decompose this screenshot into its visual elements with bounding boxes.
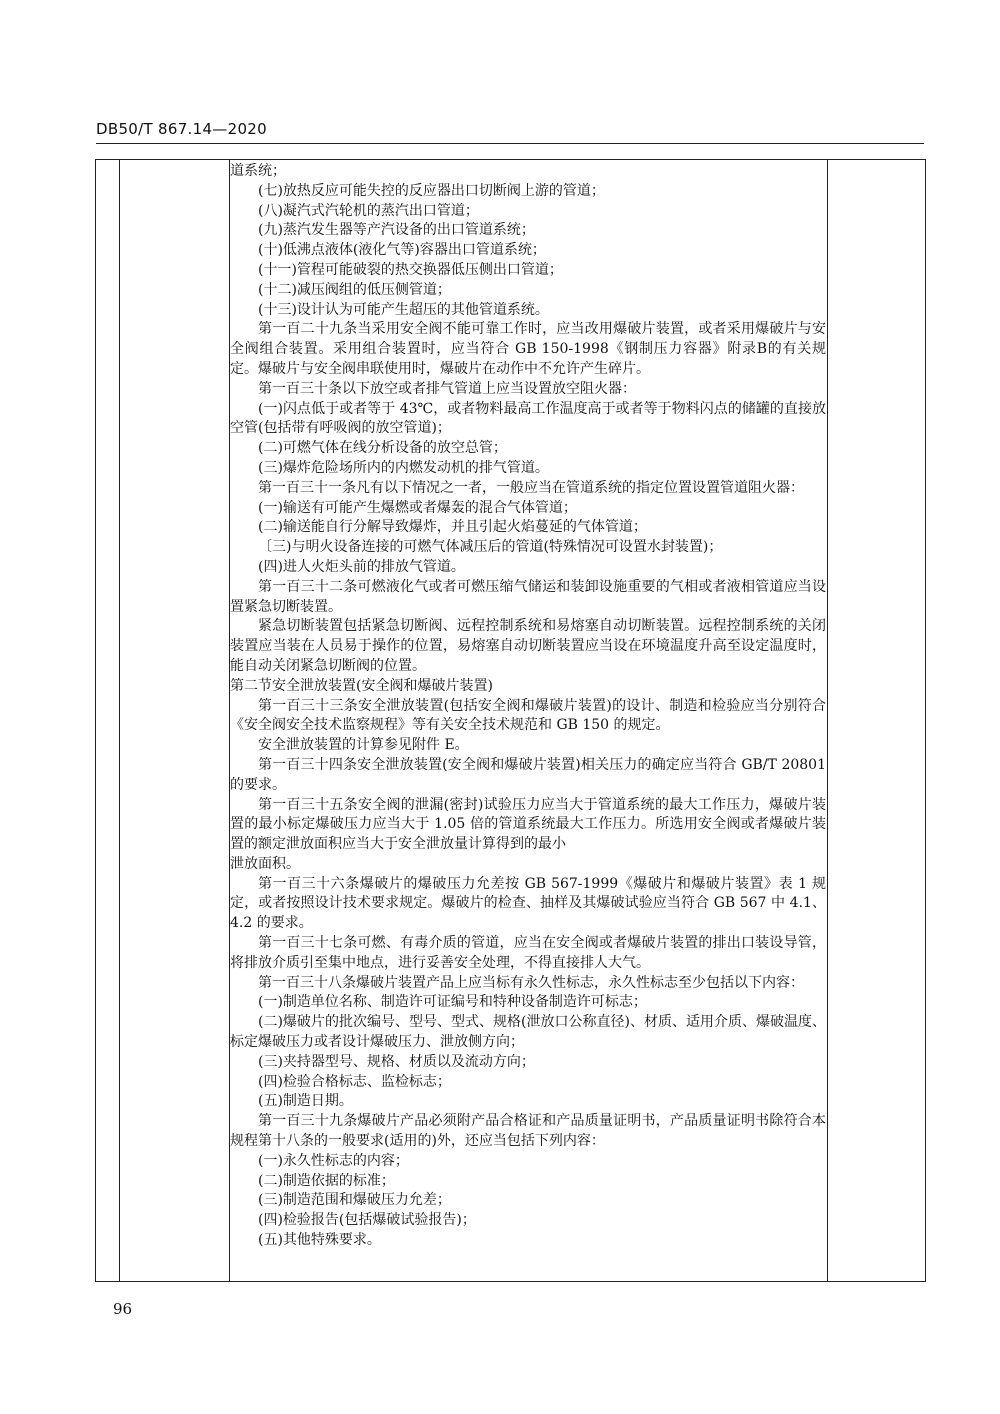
header-rule: [96, 143, 924, 144]
text-paragraph: (一)制造单位名称、制造许可证编号和特种设备制造许可标志；: [258, 994, 647, 1011]
text-paragraph: 泄放面积。: [230, 855, 300, 872]
page-number: 96: [113, 1300, 133, 1318]
text-paragraph: 第一百三十八条爆破片装置产品上应当标有永久性标志，永久性标志至少包括以下内容：: [258, 974, 804, 991]
document-code-header: DB50/T 867.14—2020: [96, 120, 267, 138]
text-paragraph: (七)放热反应可能失控的反应器出口切断阀上游的管道；: [258, 182, 605, 199]
text-paragraph: 〔三)与明火设备连接的可燃气体减压后的管道(特殊情况可设置水封装置)；: [258, 539, 723, 556]
text-paragraph: 道系统；: [230, 163, 286, 179]
text-paragraph: (十一)管程可能破裂的热交换器低压侧出口管道；: [258, 261, 563, 278]
text-paragraph: 第一百二十九条当采用安全阀不能可靠工作时，应当改用爆破片装置，或者采用爆破片与安全阀组合装置。采用组合装置时，应当符合 GB 150-1998《钢制压力容器》附录B的有关规定。爆破片与安全阀串联使用时，爆破片在动作中不允许产生碎片。: [230, 321, 826, 377]
text-paragraph: (三)爆炸危险场所内的内燃发动机的排气管道。: [258, 459, 549, 476]
text-paragraph: (一)输送有可能产生爆燃或者爆轰的混合气体管道；: [258, 499, 577, 516]
regulation-table: [95, 159, 926, 1282]
text-paragraph: (二)爆破片的批次编号、型号、型式、规格(泄放口公称直径)、材质、适用介质、爆破温度、标定爆破压力或者设计爆破压力、泄放侧方向；: [230, 1014, 826, 1051]
column-divider: [119, 160, 120, 1281]
text-paragraph: (四)进人火炬头前的排放气管道。: [258, 558, 465, 575]
regulation-text-cell: [230, 162, 826, 1251]
text-paragraph: (五)其他特殊要求。: [258, 1232, 381, 1249]
text-paragraph: 第一百三十条以下放空或者排气管道上应当设置放空阻火器：: [258, 380, 636, 397]
text-paragraph: (一)永久性标志的内容；: [258, 1152, 409, 1169]
text-paragraph: (四)检验报告(包括爆破试验报告)；: [258, 1212, 476, 1229]
text-paragraph: (三)制造范围和爆破压力允差；: [258, 1192, 451, 1209]
text-paragraph: 第一百三十二条可燃液化气或者可燃压缩气储运和装卸设施重要的气相或者液相管道应当设置紧急切断装置。: [230, 578, 826, 615]
text-paragraph: 第一百三十九条爆破片产品必须附产品合格证和产品质量证明书，产品质量证明书除符合本规程第十八条的一般要求(适用的)外，还应当包括下列内容：: [230, 1113, 826, 1150]
text-paragraph: (八)凝汽式汽轮机的蒸汽出口管道；: [258, 202, 479, 219]
text-paragraph: (二)输送能自行分解导致爆炸，并且引起火焰蔓延的气体管道；: [258, 519, 647, 536]
text-paragraph: 第一百三十五条安全阀的泄漏(密封)试验压力应当大于管道系统的最大工作压力，爆破片装置的最小标定爆破压力应当大于 1.05 倍的管道系统最大工作压力。所选用安全阀或者爆破片装置的额定泄放面积应当大于安全泄放量计算得到的最小: [230, 796, 826, 853]
text-paragraph: 紧急切断装置包括紧急切断阀、远程控制系统和易熔塞自动切断装置。远程控制系统的关闭装置应当装在人员易于操作的位置，易熔塞自动切断装置应当设在环境温度升高至设定温度时，能自动关闭紧急切断阀的位置。: [230, 618, 826, 674]
text-paragraph: (二)可燃气体在线分析设备的放空总管；: [258, 440, 507, 457]
text-paragraph: (三)夹持器型号、规格、材质以及流动方向；: [258, 1053, 535, 1070]
text-paragraph: 第二节安全泄放装置(安全阀和爆破片装置): [230, 677, 493, 694]
text-paragraph: (十三)设计认为可能产生超压的其他管道系统。: [258, 301, 549, 318]
text-paragraph: 第一百三十三条安全泄放装置(包括安全阀和爆破片装置)的设计、制造和检验应当分别符合《安全阀安全技术监察规程》等有关安全技术规范和 GB 150 的规定。: [230, 697, 826, 734]
text-paragraph: 第一百三十四条安全泄放装置(安全阀和爆破片装置)相关压力的确定应当符合 GB/T 20801 的要求。: [230, 756, 826, 793]
text-paragraph: 第一百三十一条凡有以下情况之一者，一般应当在管道系统的指定位置设置管道阻火器：: [258, 479, 804, 496]
text-paragraph: (二)制造依据的标准；: [258, 1172, 395, 1189]
text-paragraph: (四)检验合格标志、监检标志；: [258, 1073, 451, 1090]
text-paragraph: (十)低沸点液体(液化气等)容器出口管道系统；: [258, 242, 546, 259]
text-paragraph: (五)制造日期。: [258, 1093, 353, 1110]
text-paragraph: (十二)减压阀组的低压侧管道；: [258, 281, 451, 298]
text-paragraph: 安全泄放装置的计算参见附件 E。: [258, 737, 469, 754]
column-divider: [827, 160, 828, 1281]
text-paragraph: 第一百三十六条爆破片的爆破压力允差按 GB 567-1999《爆破片和爆破片装置》表 1 规定，或者按照设计技术要求规定。爆破片的检查、抽样及其爆破试验应当符合 GB 567 中 4.1、4.2 的要求。: [230, 875, 826, 932]
text-paragraph: 第一百三十七条可燃、有毒介质的管道，应当在安全阀或者爆破片装置的排出口装设导管，将排放介质引至集中地点，进行妥善安全处理，不得直接排人大气。: [230, 935, 826, 971]
text-paragraph: (一)闪点低于或者等于 43℃，或者物料最高工作温度高于或者等于物料闪点的储罐的直接放空管(包括带有呼吸阀的放空管道)；: [230, 400, 826, 437]
text-paragraph: (九)蒸汽发生器等产汽设备的出口管道系统；: [258, 222, 535, 239]
